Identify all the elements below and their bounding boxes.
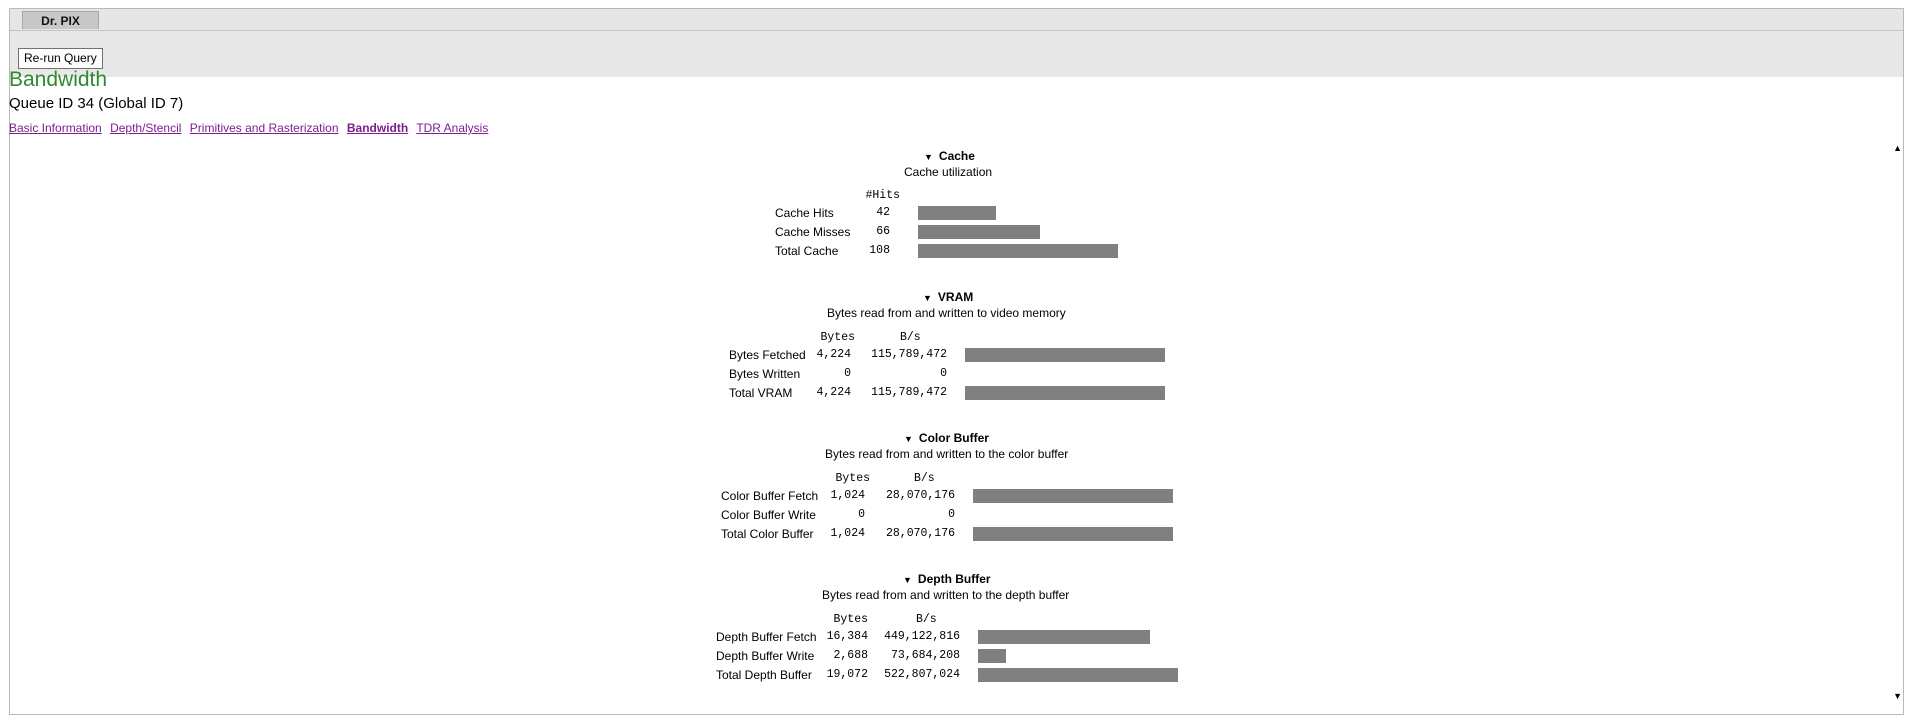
depth-row-bytes: 16,384 <box>826 630 868 643</box>
cache-row-hits: 66 <box>876 225 890 238</box>
vram-row-label: Total VRAM <box>729 386 793 400</box>
color-col-bytes: Bytes <box>835 472 870 485</box>
color-row-label: Color Buffer Write <box>721 508 816 522</box>
depth-row-bytes: 19,072 <box>826 668 868 681</box>
cache-section-header[interactable] <box>924 149 975 163</box>
cache-row-label: Total Cache <box>775 244 839 258</box>
vram-row-bps: 0 <box>940 367 947 380</box>
color-row-bps: 28,070,176 <box>885 489 955 502</box>
color-row-bps: 0 <box>948 508 955 521</box>
scroll-up-arrow-icon[interactable]: ▲ <box>1893 143 1902 153</box>
nav-links <box>9 121 493 135</box>
depth-buffer-section-description: Bytes read from and written to the depth buffer <box>822 588 1070 602</box>
vram-fetched-bar <box>965 348 1165 362</box>
color-col-bps: B/s <box>914 472 935 485</box>
depth-row-label: Total Depth Buffer <box>716 668 812 682</box>
collapse-triangle-icon[interactable]: ▼ <box>903 575 912 585</box>
color-row-bps: 28,070,176 <box>885 527 955 540</box>
vram-total-bar <box>965 386 1165 400</box>
depth-col-bps: B/s <box>916 613 937 626</box>
tab-dr-pix[interactable]: Dr. PIX <box>22 11 99 29</box>
cache-row-label: Cache Hits <box>775 206 834 220</box>
vram-row-bytes: 0 <box>844 367 851 380</box>
nav-link-basic-information[interactable]: Basic Information <box>9 121 102 135</box>
color-row-bytes: 0 <box>858 508 865 521</box>
color-total-bar <box>973 527 1173 541</box>
scroll-down-arrow-icon[interactable]: ▼ <box>1893 691 1902 701</box>
depth-fetch-bar <box>978 630 1150 644</box>
depth-total-bar <box>978 668 1178 682</box>
vram-row-label: Bytes Fetched <box>729 348 806 362</box>
vram-row-bytes: 4,224 <box>816 348 851 361</box>
nav-link-tdr-analysis[interactable]: TDR Analysis <box>416 121 489 135</box>
vram-section-description: Bytes read from and written to video memory <box>827 306 1066 320</box>
collapse-triangle-icon[interactable]: ▼ <box>923 293 932 303</box>
depth-row-label: Depth Buffer Write <box>716 649 815 663</box>
page-title: Bandwidth <box>9 68 108 91</box>
cache-hits-bar <box>918 206 996 220</box>
depth-row-label: Depth Buffer Fetch <box>716 630 817 644</box>
depth-write-bar <box>978 649 1006 663</box>
nav-link-depth-stencil[interactable]: Depth/Stencil <box>110 121 182 135</box>
page-subtitle: Queue ID 34 (Global ID 7) <box>9 95 184 112</box>
color-buffer-section-description: Bytes read from and written to the color buffer <box>825 447 1069 461</box>
depth-buffer-section-header[interactable] <box>903 572 991 586</box>
vram-col-bps: B/s <box>900 331 921 344</box>
vram-row-bps: 115,789,472 <box>871 348 947 361</box>
tab-strip <box>10 9 1903 31</box>
depth-row-bps: 522,807,024 <box>884 668 960 681</box>
depth-buffer-section-title: Depth Buffer <box>917 572 991 586</box>
rerun-query-button[interactable]: Re-run Query <box>18 48 103 69</box>
cache-section-description: Cache utilization <box>904 165 993 179</box>
depth-row-bps: 73,684,208 <box>890 649 960 662</box>
color-buffer-section-header[interactable] <box>904 431 989 445</box>
cache-section-title: Cache <box>938 149 975 163</box>
cache-row-hits: 108 <box>869 244 890 257</box>
depth-row-bytes: 2,688 <box>833 649 868 662</box>
app-window <box>9 8 1904 715</box>
cache-total-bar <box>918 244 1118 258</box>
toolbar <box>10 31 1903 77</box>
cache-misses-bar <box>918 225 1040 239</box>
vram-section-header[interactable] <box>923 290 973 304</box>
depth-row-bps: 449,122,816 <box>884 630 960 643</box>
color-buffer-section-title: Color Buffer <box>918 431 989 445</box>
color-row-bytes: 1,024 <box>830 527 865 540</box>
depth-col-bytes: Bytes <box>833 613 868 626</box>
cache-col-hits: #Hits <box>865 189 900 202</box>
nav-link-bandwidth[interactable]: Bandwidth <box>346 121 409 135</box>
color-fetch-bar <box>973 489 1173 503</box>
cache-row-hits: 42 <box>876 206 890 219</box>
collapse-triangle-icon[interactable]: ▼ <box>904 434 913 444</box>
vram-section-title: VRAM <box>937 290 974 304</box>
vram-row-label: Bytes Written <box>729 367 801 381</box>
nav-link-primitives-rasterization[interactable]: Primitives and Rasterization <box>189 121 339 135</box>
color-row-bytes: 1,024 <box>830 489 865 502</box>
vram-row-bps: 115,789,472 <box>871 386 947 399</box>
collapse-triangle-icon[interactable]: ▼ <box>924 152 933 162</box>
color-row-label: Total Color Buffer <box>721 527 814 541</box>
cache-row-label: Cache Misses <box>775 225 851 239</box>
color-row-label: Color Buffer Fetch <box>721 489 819 503</box>
vram-row-bytes: 4,224 <box>816 386 851 399</box>
vram-col-bytes: Bytes <box>820 331 855 344</box>
